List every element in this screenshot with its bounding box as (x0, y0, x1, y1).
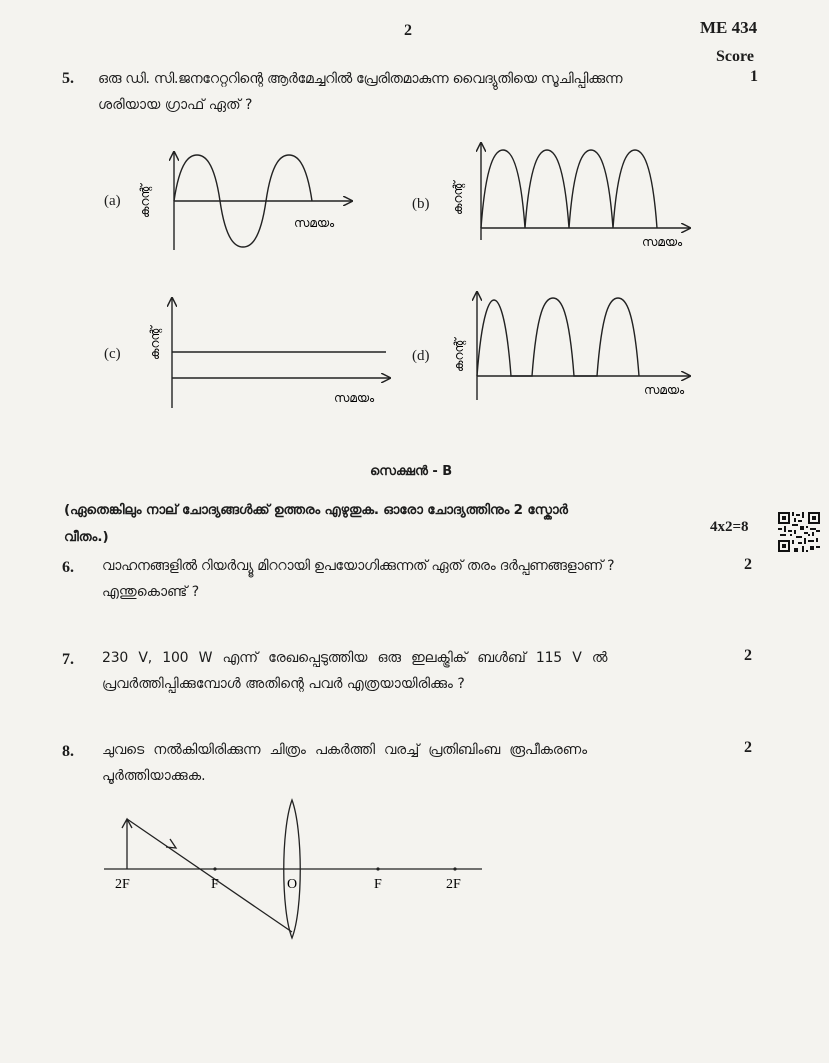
question-6-line1: വാഹനങ്ങളിൽ റിയർവ്യൂ മിററായി ഉപയോഗിക്കുന്നത് ഏത് തരം ദർപ്പണങ്ങളാണ് ? (102, 558, 615, 574)
question-8-number: 8. (62, 743, 74, 760)
right-2f-label: 2F (446, 877, 461, 892)
score-column-label: Score (716, 48, 754, 65)
option-a-label: (a) (104, 193, 121, 209)
qr-code (778, 512, 820, 552)
option-b-label: (b) (412, 196, 430, 212)
paper-code: ME 434 (700, 18, 758, 37)
question-6-line2: എന്തുകൊണ്ട് ? (102, 584, 200, 600)
question-6-number: 6. (62, 559, 74, 576)
graph-b (481, 143, 690, 240)
question-6-score: 2 (744, 556, 752, 573)
question-6-text (102, 553, 722, 605)
question-8-line1: ചുവടെ നൽകിയിരിക്കുന്ന ചിത്രം പകർത്തി വരച്ച് പ്രതിബിംബ രൂപീകരണം (102, 742, 587, 758)
question-7-number: 7. (62, 651, 74, 668)
right-f-label: F (374, 877, 382, 892)
graph-d-x-label: സമയം (644, 383, 685, 397)
section-b-instruction-line2: വീതം.) (64, 529, 109, 545)
graph-a-x-label: സമയം (294, 216, 335, 230)
right-2f-point (453, 867, 456, 870)
question-7-score: 2 (744, 647, 752, 664)
section-b-marks: 4x2=8 (710, 519, 749, 535)
graph-b-x-label: സമയം (642, 235, 683, 249)
left-2f-label: 2F (115, 877, 130, 892)
graph-c-y-label: കറന്റ് (148, 326, 162, 360)
section-b-instruction-line1: (ഏതെങ്കിലും നാല് ചോദ്യങ്ങൾക്ക് ഉത്തരം എഴുതുക. ഓരോ ചോദ്യത്തിനും 2 സ്കോർ (64, 502, 568, 518)
question-5-line1: ഒരു ഡി. സി.ജനറേറ്ററിന്റെ ആർമേച്ചറിൽ പ്രേരിതമാകുന്ന വൈദ്യുതിയെ സൂചിപ്പിക്കുന്ന (98, 71, 623, 87)
graph-d-y-label: കറന്റ് (452, 338, 466, 372)
question-8-line2: പൂർത്തിയാക്കുക. (102, 768, 206, 784)
optical-centre-label: O (287, 877, 298, 892)
graph-c-x-label: സമയം (334, 391, 375, 405)
graph-b-y-label: കറന്റ് (451, 181, 465, 215)
question-5-graphs (0, 0, 829, 420)
question-5-score: 1 (750, 68, 758, 85)
graph-d-half-wave-curve (477, 298, 639, 376)
option-c-label: (c) (104, 346, 121, 362)
incident-ray (127, 819, 292, 932)
left-f-label: F (211, 877, 219, 892)
question-8-text (102, 737, 722, 789)
lens-ray-diagram (0, 790, 829, 950)
graph-a (174, 152, 352, 250)
question-7-line1: 230 V, 100 W എന്ന് രേഖപ്പെടുത്തിയ ഒരു ഇലക്ട്രിക് ബൾബ് 115 V ൽ (102, 650, 608, 666)
right-f-point (376, 867, 379, 870)
question-5-number: 5. (62, 70, 74, 87)
section-b-title: സെക്ഷൻ - B (370, 464, 453, 479)
option-d-label: (d) (412, 348, 430, 364)
question-7-line2: പ്രവർത്തിപ്പിക്കുമ്പോൾ അതിന്റെ പവർ എത്രയായിരിക്കും ? (102, 676, 465, 692)
left-f-point (213, 867, 216, 870)
ray-direction-arrow (166, 839, 176, 848)
question-7-text (102, 645, 722, 697)
question-8-score: 2 (744, 739, 752, 756)
section-b-instruction (64, 497, 724, 551)
graph-a-y-label: കറന്റ് (138, 184, 152, 218)
graph-b-rectified-curve (481, 150, 657, 228)
question-5-line2: ശരിയായ ഗ്രാഫ് ഏത് ? (98, 97, 253, 113)
page-number: 2 (404, 22, 412, 39)
